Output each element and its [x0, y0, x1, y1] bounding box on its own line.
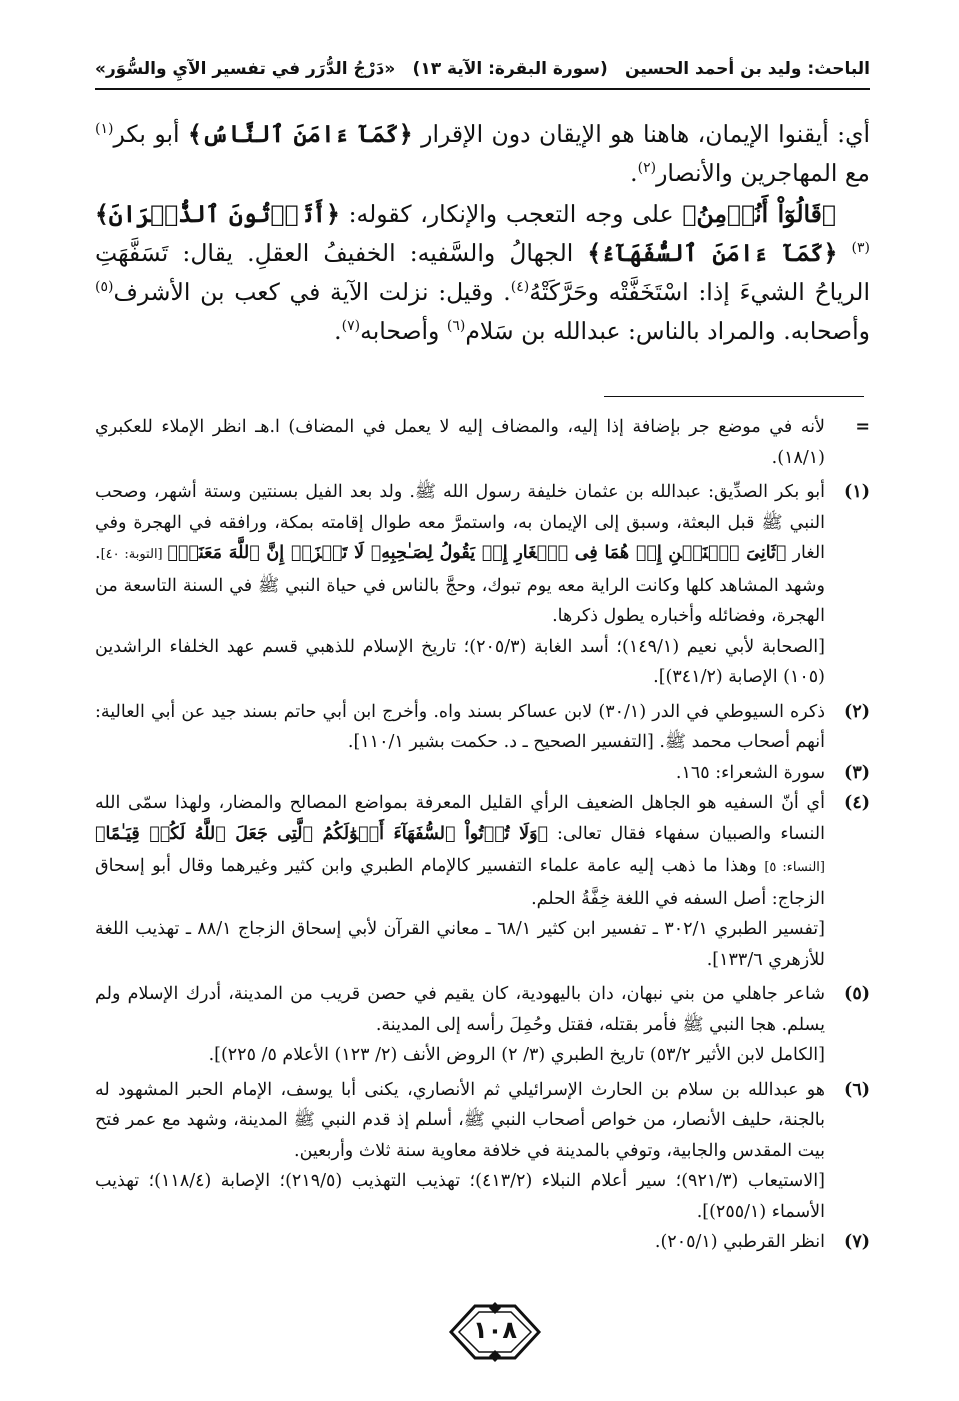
running-header: [95, 52, 870, 86]
main-paragraph-1: [95, 115, 870, 193]
text-run: أي: أيقنوا الإيمان، هاهنا هو الإيقان دون الإقرار: [412, 120, 871, 148]
page-number: ١٠٨: [473, 1316, 517, 1344]
header-author: الباحث: وليد بن أحمد الحسين: [625, 59, 870, 79]
text-run: .: [630, 159, 638, 187]
footnote-number: (٦): [844, 1079, 870, 1100]
footnote-ref[interactable]: (٤): [510, 279, 530, 296]
text-run: . وشهد المشاهد كلها وكانت الراية معه يوم تبوك، وحجَّ بالناس في حياة النبي ﷺ في السنة التاسعة من الهجرة، وفضائله وأخباره يطول ذكرها.: [95, 543, 825, 626]
verse-reference: [النساء: ٥]: [764, 860, 825, 875]
footnote-ref[interactable]: (٧): [341, 318, 361, 335]
footnote-text: [95, 788, 825, 914]
footnotes: [95, 412, 870, 1258]
verse-reference: [التوبة: ٤٠]: [100, 547, 168, 562]
footnote-number: (٧): [844, 1232, 870, 1252]
footnote-5: [95, 979, 870, 1071]
footnote-separator: [604, 396, 864, 397]
footnote-number: (٥): [844, 984, 870, 1004]
text-run: . وقيل: نزلت الآية في كعب بن الأشرف: [113, 278, 511, 306]
footnote-ref[interactable]: (٢): [637, 160, 657, 177]
footnote-text: انظر القرطبي (٢٠٥/١).: [654, 1232, 825, 1252]
quran-quote: ﴿ثَانِىَ ٱثۡنَيۡنِ إِذۡ هُمَا فِى ٱلۡغَارِ إِذۡ يَقُولُ لِصَـٰحِبِهِۦ لَا تَحۡزَنۡ إِنَّ ٱللَّهَ مَعَنَاۖ﴾: [167, 543, 787, 563]
text-run: وهذا ما ذهب إليه عامة علماء التفسير كالإمام الطبري وابن كثير وغيرهما وقال أبو إسحاق الزجاج: أصل السفه في اللغة خِفَّةُ الحلم.: [95, 856, 825, 909]
text-run: [837, 239, 851, 267]
footnote-number: (٤): [844, 793, 870, 813]
footnote-6: [95, 1075, 870, 1228]
text-run: أبو بكر الصدِّيق: عبدالله بن عثمان خليفة رسول الله ﷺ. ولد بعد الفيل بسنتين وستة أشهر، وصحب النبي ﷺ قبل البعثة، وسبق إلى الإيمان به، واستمرَّ معه طوال إقامته بمكة، ورافقه في الهجرة وفي الغار: [95, 482, 826, 563]
page-number-ornament: [445, 1302, 545, 1362]
footnote-continuation: [95, 412, 870, 473]
text-run: الجهالُ والسَّفيه: الخفيفُ العقلِ. يقال: تَسَفَّهَتِ الرياحُ الشيءَ إذا: اسْتَخَفَّتْه وحَرَّكَتْهُ: [95, 239, 870, 306]
footnote-text: لأنه في موضع جر بإضافة إذا إليه، والمضاف إليه لا يعمل في المضاف) ا.هـ انظر الإملاء للعكبري (١٨/١).: [95, 417, 825, 468]
quran-quote: ﴿قَالُوٓاْ أَنُؤۡمِنُ﴾: [682, 200, 836, 228]
footnote-text: [95, 477, 825, 632]
footnote-number: (٢): [844, 701, 870, 722]
footnote-4: [95, 788, 870, 975]
footnote-number: (١): [844, 482, 870, 502]
footnote-text: شاعر جاهلي من بني نبهان، دان باليهودية، كان يقيم في حصن قريب من المدينة، أدرك الإسلام ولم يسلم. هجا النبي ﷺ فأمر بقتله، فقتل وحُمِلَ رأسه إلى المدينة.: [95, 984, 825, 1035]
footnote-ref[interactable]: (٣): [851, 240, 870, 257]
text-run: على وجه التعجب والإنكار، كقوله:: [339, 200, 683, 228]
footnote-2: [95, 697, 870, 758]
text-run: .: [334, 317, 342, 345]
footnote-text: ذكره السيوطي في الدر (٣٠/١) لابن عساكر بسند واه. وأخرج ابن أبي حاتم بسند جيد عن أبي العالية: أنهم أصحاب محمد ﷺ. [التفسير الصحيح ـ د. حكمت بشير ١١٠/١].: [95, 701, 826, 752]
footnote-number: =: [855, 417, 870, 437]
footnote-sources: [الصحابة لأبي نعيم (١٤٩/١)؛ أسد الغابة (٢٠٥/٣)؛ تاريخ الإسلام للذهبي قسم عهد الخلفاء الراشدين (١٠٥) الإصابة (٣٤١/٢)].: [95, 636, 825, 687]
footnote-sources: [الاستيعاب (٩٢١/٣)؛ سير أعلام النبلاء (٤١٣/٢)؛ تهذيب التهذيب (٢١٩/٥)؛ الإصابة (١١٨/٤)؛ تهذيب الأسماء (٢٥٥/١)].: [95, 1171, 825, 1222]
quran-quote: ﴿أَتَأۡتُونَ ٱلذُّكۡرَانَ﴾: [95, 200, 340, 228]
text-run: مع المهاجرين والأنصار: [656, 159, 870, 187]
main-text: [95, 115, 870, 353]
footnote-ref[interactable]: (٦): [446, 318, 466, 335]
footnote-sources: [تفسير الطبري ٣٠٢/١ ـ تفسير ابن كثير ٦٨/١ ـ معاني القرآن لأبي إسحاق الزجاج ٨٨/١ ـ تهذيب اللغة للأزهري ١٣٣/٦].: [95, 919, 825, 970]
footnote-number: (٣): [844, 762, 870, 783]
header-divider: [95, 88, 870, 90]
text-run: أبو بكر: [113, 120, 188, 148]
header-book-title: «دَرْجُ الدُّرَر في تفسير الآيِ والسُّوَر»: [95, 59, 396, 79]
text-run: وأصحابه: [360, 317, 447, 345]
quran-quote: ﴿كَمَآ ءَامَنَ ٱلنَّاسُ﴾: [187, 120, 413, 148]
footnote-3: [95, 758, 870, 789]
footnote-text: سورة الشعراء: ١٦٥.: [675, 762, 825, 783]
text-run: وأصحابه. والمراد بالناس: عبدالله بن سَلام: [465, 317, 870, 345]
header-surah-ref: (سورة البقرة: الآية ١٣): [412, 59, 608, 79]
text-run: أي أنّ السفيه هو الجاهل الضعيف الرأي القليل المعرفة بمواضع المصالح والمضار، ولهذا سمّى الله النساء والصبيان سفهاء فقال تعالى:: [95, 793, 825, 844]
footnote-ref[interactable]: (٥): [95, 279, 114, 296]
quran-quote: ﴿وَلَا تُؤۡتُواْ ٱلسُّفَهَآءَ أَمۡوَٰلَكُمُ ٱلَّتِى جَعَلَ ٱللَّهُ لَكُمۡ قِيَـٰمًا﴾: [95, 823, 549, 844]
footnote-7: [95, 1227, 870, 1258]
footnote-1: [95, 477, 870, 693]
quran-quote: ﴿كَمَآ ءَامَنَ ٱلسُّفَهَآءُ﴾: [587, 239, 838, 267]
main-paragraph-2: [95, 195, 870, 351]
footnote-sources: [الكامل لابن الأثير ٥٣/٢) تاريخ الطبري (٣/ ٢) الروض الأنف (٢/ ١٢٣) الأعلام ٥/ ٢٢٥)].: [208, 1045, 825, 1065]
footnote-text: هو عبدالله بن سلام بن الحارث الإسرائيلي ثم الأنصاري، يكنى أبا يوسف، الإمام الحبر المشهود له بالجنة، حليف الأنصار، من خواص أصحاب النبي ﷺ، أسلم إذ قدم النبي ﷺ المدينة، وشهد مع عمر فتح بيت المقدس والجابية، وتوفي بالمدينة في خلافة معاوية سنة ثلاث وأربعين.: [95, 1079, 825, 1161]
footnote-ref[interactable]: (١): [95, 121, 114, 138]
